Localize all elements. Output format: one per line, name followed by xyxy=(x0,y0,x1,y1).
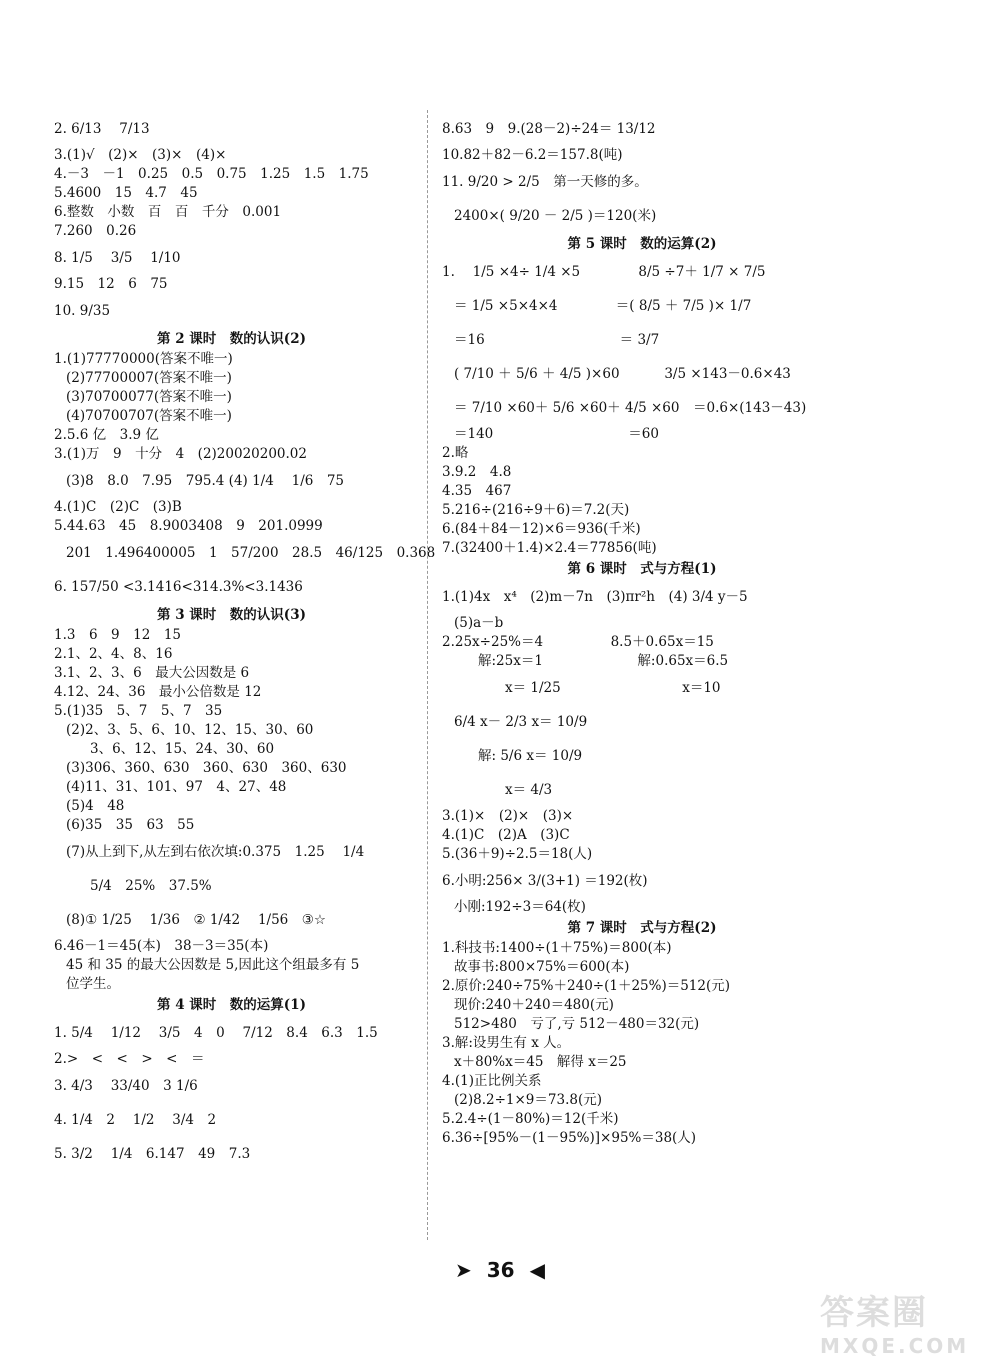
answer-line: 5.(1)35 5、7 5、7 35 xyxy=(54,703,223,719)
answer-line: (5)a－b xyxy=(454,615,504,631)
answer-line: 4.(1)C (2)A (3)C xyxy=(442,827,570,843)
answer-line: (6)35 35 63 55 xyxy=(66,817,195,833)
watermark-bottom: MXQE.COM xyxy=(820,1334,970,1358)
answer-line: 解:25x＝1 解:0.65x＝6.5 xyxy=(478,653,729,669)
answer-line: 8. 1/5 3/5 1/10 xyxy=(54,250,181,266)
answer-line: 5.44.63 45 8.9003408 9 201.0999 xyxy=(54,518,323,534)
section-heading: 第 6 课时 式与方程(1) xyxy=(567,561,717,577)
answer-line: 1.3 6 9 12 15 xyxy=(54,627,182,643)
answer-line: 3.(1)× (2)× (3)× xyxy=(442,808,574,824)
answer-line: (4)11、31、101、97 4、27、48 xyxy=(66,779,287,795)
answer-line: 1. 1/5 ×4÷ 1/4 ×5 8/5 ÷7＋ 1/7 × 7/5 xyxy=(442,264,766,280)
answer-line: 6/4 x－ 2/3 x＝ 10/9 xyxy=(454,714,588,730)
answer-line: 4.(1)正比例关系 xyxy=(442,1073,542,1089)
answer-line: x＋80%x＝45 解得 x＝25 xyxy=(454,1054,627,1070)
answer-line: 3.解:设男生有 x 人。 xyxy=(442,1035,571,1051)
section-heading: 第 3 课时 数的认识(3) xyxy=(157,607,306,623)
answer-line: 4.－3 －1 0.25 0.5 0.75 1.25 1.5 1.75 xyxy=(54,166,369,182)
answer-line: 3、6、12、15、24、30、60 xyxy=(90,741,275,757)
answer-line: ＝16 ＝ 3/7 xyxy=(454,332,660,348)
answer-line: 10. 9/35 xyxy=(54,303,111,319)
answer-line: (8)① 1/25 1/36 ② 1/42 1/56 ③☆ xyxy=(66,912,326,928)
answer-line: 3. 4/3 33/40 3 1/6 xyxy=(54,1078,198,1094)
answer-line: 201 1.496400005 1 57/200 28.5 46/125 0.368 xyxy=(66,545,436,561)
page-number: 36 xyxy=(486,1258,515,1282)
answer-line: 现价:240＋240＝480(元) xyxy=(454,997,614,1013)
answer-line: 4.35 467 xyxy=(442,483,512,499)
answer-line: 2. 6/13 7/13 xyxy=(54,121,150,137)
answer-line: (2)8.2÷1×9＝73.8(元) xyxy=(454,1092,602,1108)
answer-line: 6.(84＋84－12)×6＝936(千米) xyxy=(442,521,641,537)
section-heading: 第 7 课时 式与方程(2) xyxy=(567,920,717,936)
answer-line: 故事书:800×75%＝600(本) xyxy=(454,959,630,975)
answer-line: 4.12、24、36 最小公倍数是 12 xyxy=(54,684,262,700)
answer-line: 3.1、2、3、6 最大公因数是 6 xyxy=(54,665,250,681)
answer-line: ＝ 7/10 ×60＋ 5/6 ×60＋ 4/5 ×60 ＝0.6×(143－43) xyxy=(454,400,807,416)
answer-line: 11. 9/20 > 2/5 第一天修的多。 xyxy=(442,174,648,190)
column-divider xyxy=(427,110,428,1240)
answer-line: x＝ 4/3 xyxy=(478,782,553,798)
answer-line: 7.(32400＋1.4)×2.4＝77856(吨) xyxy=(442,540,657,556)
answer-line: x＝ 1/25 x＝10 xyxy=(478,680,721,696)
answer-line: 5.(36＋9)÷2.5＝18(人) xyxy=(442,846,593,862)
answer-line: (3)306、360、630 360、630 360、630 xyxy=(66,760,347,776)
right-column xyxy=(442,112,842,1148)
answer-line: 2400×( 9/20 － 2/5 )＝120(米) xyxy=(454,208,657,224)
answer-line: 4. 1/4 2 1/2 3/4 2 xyxy=(54,1112,217,1128)
answer-line: 1.(1)77770000(答案不唯一) xyxy=(54,351,233,367)
answer-line: 位学生。 xyxy=(66,976,120,992)
answer-line: 2.25x÷25%＝4 8.5＋0.65x＝15 xyxy=(442,634,714,650)
section-heading: 第 2 课时 数的认识(2) xyxy=(157,331,306,347)
section-heading: 第 5 课时 数的运算(2) xyxy=(567,236,717,252)
answer-line: (4)70700707(答案不唯一) xyxy=(66,408,232,424)
footer-right-arrow-icon: ◀ xyxy=(529,1258,545,1282)
answer-line: 1. 5/4 1/12 3/5 4 0 7/12 8.4 6.3 1.5 xyxy=(54,1025,378,1041)
answer-line: ( 7/10 ＋ 5/6 ＋ 4/5 )×60 3/5 ×143－0.6×43 xyxy=(454,366,791,382)
answer-line: 9.15 12 6 75 xyxy=(54,276,168,292)
answer-line: 3.(1)万 9 十分 4 (2)20020200.02 xyxy=(54,446,307,462)
answer-line: (3)70700077(答案不唯一) xyxy=(66,389,232,405)
watermark-top: 答案圈 xyxy=(820,1293,928,1333)
answer-line: ＝ 1/5 ×5×4×4 ＝( 8/5 ＋ 7/5 )× 1/7 xyxy=(454,298,752,314)
left-column xyxy=(54,112,436,1171)
answer-line: 7.260 0.26 xyxy=(54,223,137,239)
footer-left-arrow-icon: ➤ xyxy=(455,1258,472,1282)
answer-line: (2)2、3、5、6、10、12、15、30、60 xyxy=(66,722,314,738)
answer-line: 8.63 9 9.(28－2)÷24＝ 13/12 xyxy=(442,121,656,137)
answer-line: 小刚:192÷3＝64(枚) xyxy=(454,899,586,915)
answer-line: 6.46－1＝45(本) 38－3＝35(本) xyxy=(54,938,269,954)
watermark-logo xyxy=(820,1285,970,1358)
answer-line: 5.4600 15 4.7 45 xyxy=(54,185,198,201)
answer-line: 6.整数 小数 百 百 千分 0.001 xyxy=(54,204,282,220)
answer-line: 2.5.6 亿 3.9 亿 xyxy=(54,427,159,443)
answer-line: (7)从上到下,从左到右依次填:0.375 1.25 1/4 xyxy=(66,844,365,860)
answer-line: 6.36÷[95%－(1－95%)]×95%＝38(人) xyxy=(442,1130,697,1146)
answer-line: 5/4 25% 37.5% xyxy=(90,878,212,894)
answer-line: 4.(1)C (2)C (3)B xyxy=(54,499,182,515)
answer-line: 2.1、2、4、8、16 xyxy=(54,646,173,662)
answer-line: 2.略 xyxy=(442,445,469,461)
answer-line: (2)77700007(答案不唯一) xyxy=(66,370,232,386)
answer-line: 6. 157/50 <3.1416<314.3%<3.1436 xyxy=(54,579,303,595)
answer-line: (3)8 8.0 7.95 795.4 (4) 1/4 1/6 75 xyxy=(66,473,345,489)
answer-line: 3.9.2 4.8 xyxy=(442,464,512,480)
answer-line: 2.> < < > < ＝ xyxy=(54,1051,205,1067)
answer-line: 1.(1)4x x⁴ (2)m－7n (3)πr²h (4) 3/4 y－5 xyxy=(442,589,748,605)
answer-line: 6.小明:256× 3/(3+1) ＝192(枚) xyxy=(442,873,648,889)
answer-line: 解: 5/6 x＝ 10/9 xyxy=(478,748,583,764)
answer-line: 5.216÷(216÷9＋6)＝7.2(天) xyxy=(442,502,630,518)
section-heading: 第 4 课时 数的运算(1) xyxy=(157,997,306,1013)
answer-line: 5. 3/2 1/4 6.147 49 7.3 xyxy=(54,1146,251,1162)
answer-line: 5.2.4÷(1－80%)＝12(千米) xyxy=(442,1111,619,1127)
answer-line: 10.82＋82－6.2＝157.8(吨) xyxy=(442,147,623,163)
answer-line: (5)4 48 xyxy=(66,798,125,814)
answer-line: ＝140 ＝60 xyxy=(454,426,659,442)
page-footer xyxy=(0,1258,1000,1282)
answer-line: 3.(1)√ (2)× (3)× (4)× xyxy=(54,147,227,163)
answer-line: 2.原价:240÷75%＋240÷(1＋25%)＝512(元) xyxy=(442,978,731,994)
answer-line: 45 和 35 的最大公因数是 5,因此这个组最多有 5 xyxy=(66,957,360,973)
answer-line: 512>480 亏了,亏 512－480＝32(元) xyxy=(454,1016,700,1032)
answer-line: 1.科技书:1400÷(1＋75%)＝800(本) xyxy=(442,940,672,956)
